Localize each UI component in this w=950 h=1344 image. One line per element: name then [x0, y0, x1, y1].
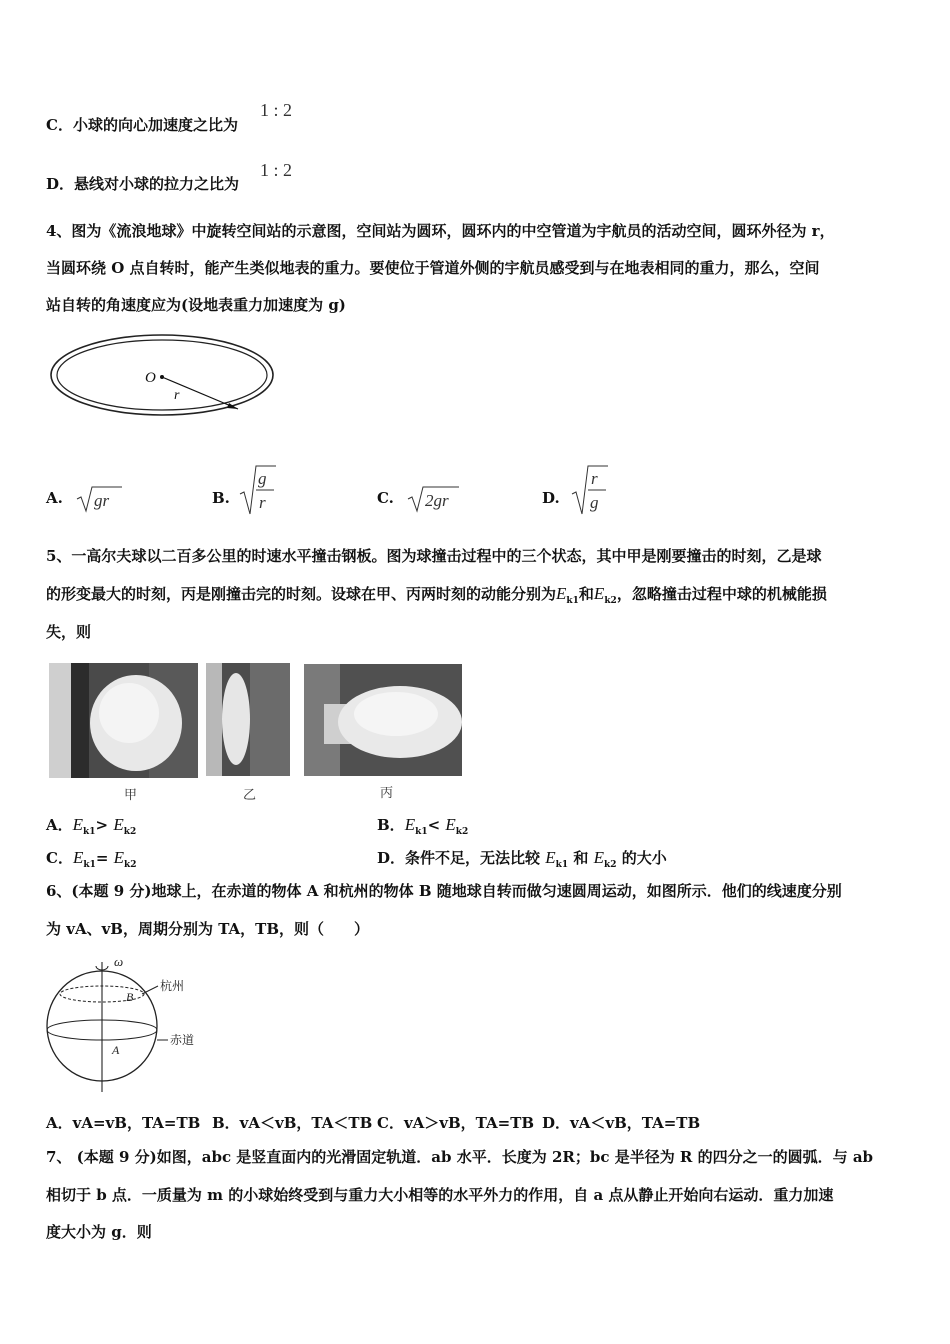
equator-label: 赤道	[170, 1033, 195, 1047]
q3-option-c: C．小球的向心加速度之比为	[46, 116, 238, 134]
q7-line-1: 7、 (本题 9 分)如图，abc 是竖直面内的光滑固定轨道．ab 水平．长度为 2R；bc 是半径为 R 的四分之一的圆弧．与 ab	[46, 1148, 874, 1166]
q4-option-c-formula	[405, 481, 461, 515]
q4-option-a-formula	[74, 481, 124, 515]
q3-option-d: D．悬线对小球的拉力之比为	[46, 175, 240, 193]
q4-line-1: 4、图为《流浪地球》中旋转空间站的示意图，空间站为圆环，圆环内的中空管道为宇航员的活动空间，圆环外径为 r，	[46, 222, 835, 240]
q3-option-d-ratio: 1 : 2	[260, 160, 293, 180]
q4-option-b-formula	[238, 462, 278, 518]
svg-text:gr: gr	[94, 491, 110, 510]
q4-option-c-letter: C.	[377, 489, 394, 507]
svg-text:g: g	[590, 493, 599, 512]
q6-option-d: D．vA＜vB，TA=TB	[542, 1114, 701, 1132]
q6-option-b: B．vA＜vB，TA＜TB	[212, 1114, 373, 1132]
figure-label-o: O	[145, 370, 156, 386]
q5-line-3: 失，则	[46, 623, 92, 641]
q5-option-c: C．$E_{k1}= E_{k2}$	[46, 848, 137, 870]
earth-figure	[44, 952, 204, 1094]
q5-option-a: A．$E_{k1}> E_{k2}$	[46, 815, 137, 837]
q6-line-2: 为 vA、vB，周期分别为 TA，TB，则（ ）	[46, 920, 370, 938]
q4-option-b-letter: B.	[212, 489, 230, 507]
caption-jia: 甲	[124, 788, 138, 803]
q6-option-c: C．vA＞vB，TA=TB	[377, 1114, 535, 1132]
photo-bing	[304, 664, 462, 776]
q4-line-2: 当圆环绕 O 点自转时，能产生类似地表的重力。要使位于管道外侧的宇航员感受到与在地表相同的重力，那么，空间	[46, 259, 820, 277]
point-a-label: A	[112, 1043, 120, 1057]
figure-label-r: r	[174, 388, 180, 403]
q4-line-3: 站自转的角速度应为(设地表重力加速度为 g)	[46, 296, 346, 314]
q5-option-b: B．$E_{k1}< E_{k2}$	[377, 815, 469, 837]
photo-yi	[206, 663, 290, 776]
q5-option-d: D．条件不足，无法比较 $E_{k1}$ 和 $E_{k2}$ 的大小	[377, 848, 667, 870]
caption-yi: 乙	[243, 788, 257, 803]
photo-jia	[49, 663, 198, 778]
q6-option-a: A．vA=vB，TA=TB	[46, 1114, 201, 1132]
q4-option-d-formula	[570, 462, 610, 518]
q7-line-2: 相切于 b 点．一质量为 m 的小球始终受到与重力大小相等的水平外力的作用，自 a 点从静止开始向右运动．重力加速	[46, 1186, 834, 1204]
q3-option-c-ratio: 1 : 2	[260, 100, 293, 120]
point-b-label: B	[126, 990, 134, 1004]
q5-line-1: 5、一高尔夫球以二百多公里的时速水平撞击钢板。图为球撞击过程中的三个状态，其中甲是刚要撞击的时刻，乙是球	[46, 547, 822, 565]
svg-text:g: g	[258, 469, 267, 488]
svg-text:2gr: 2gr	[425, 491, 449, 510]
q4-option-a-letter: A.	[46, 489, 63, 507]
q6-line-1: 6、(本题 9 分)地球上，在赤道的物体 A 和杭州的物体 B 随地球自转而做匀速圆周运动，如图所示．他们的线速度分别	[46, 882, 842, 900]
space-station-figure	[48, 333, 278, 418]
q5-line-2: 的形变最大的时刻，丙是刚撞击完的时刻。设球在甲、丙两时刻的动能分别为$E_{k1}$和$E_{k2}$，忽略撞击过程中球的机械能损	[46, 584, 827, 606]
q7-line-3: 度大小为 g．则	[46, 1223, 152, 1241]
caption-bing: 丙	[380, 786, 394, 801]
q4-option-d-letter: D.	[542, 489, 560, 507]
svg-text:r: r	[259, 493, 266, 512]
svg-text:r: r	[591, 469, 598, 488]
hangzhou-label: 杭州	[160, 979, 185, 993]
omega-label: ω	[114, 954, 124, 969]
